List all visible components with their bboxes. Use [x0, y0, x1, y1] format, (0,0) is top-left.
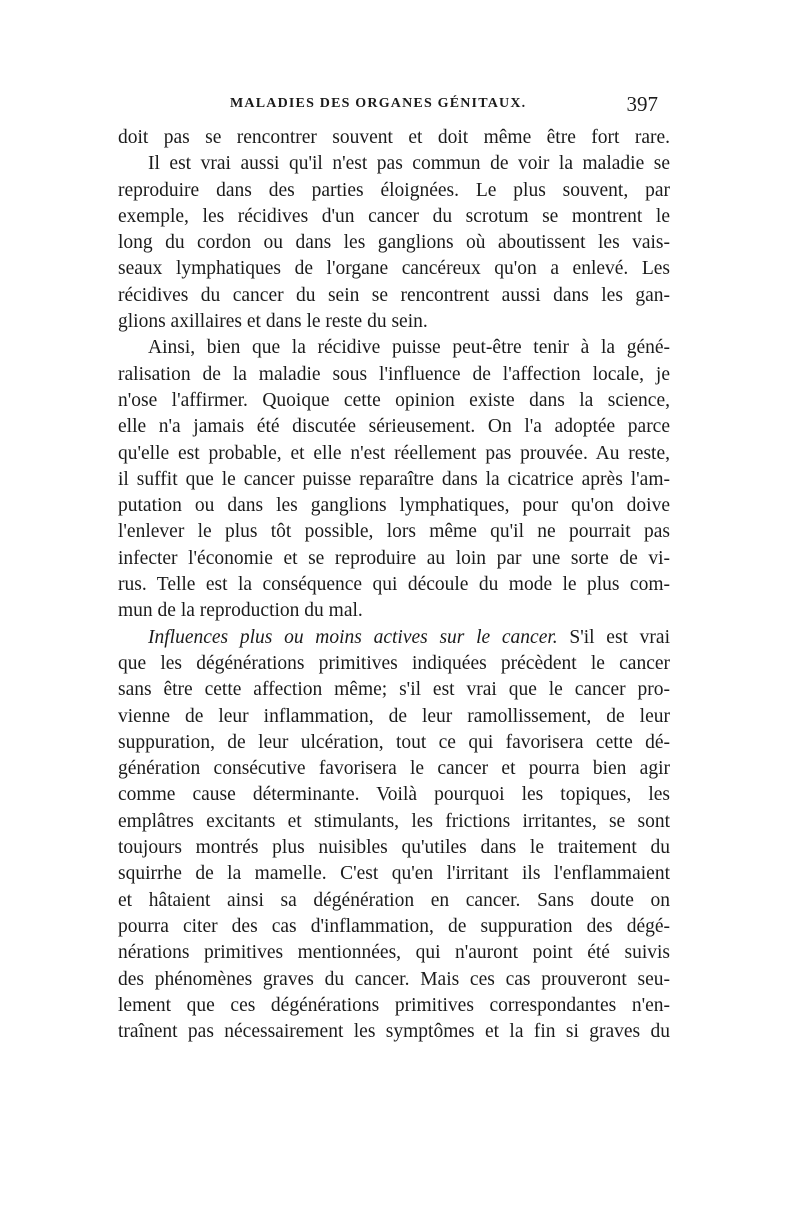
text-line: n'ose l'affirmer. Quoique cette opinion existe dans la science, — [118, 389, 670, 411]
text-line: squirrhe de la mamelle. C'est qu'en l'irritant ils l'enflammaient — [118, 863, 670, 885]
text-line: traînent pas nécessairement les symptômes et la fin si graves du — [118, 1021, 670, 1043]
text-line: reproduire dans des parties éloignées. Le plus souvent, par — [118, 179, 670, 201]
body-text — [118, 125, 670, 1045]
text-line: rus. Telle est la conséquence qui découle du mode le plus com- — [118, 574, 670, 596]
text-line: mun de la reproduction du mal. — [118, 600, 363, 622]
text-line: toujours montrés plus nuisibles qu'utiles dans le traitement du — [118, 837, 670, 859]
text-line: pourra citer des cas d'inflammation, de suppuration des dégé- — [118, 915, 670, 937]
text-line: comme cause déterminante. Voilà pourquoi les topiques, les — [118, 784, 670, 806]
text-line: elle n'a jamais été discutée sérieusement. On l'a adoptée parce — [118, 416, 670, 438]
text-line: il suffit que le cancer puisse reparaître dans la cicatrice après l'am- — [118, 468, 670, 490]
text-line: exemple, les récidives d'un cancer du scrotum se montrent le — [118, 205, 670, 227]
text-line: nérations primitives mentionnées, qui n'auront point été suivis — [118, 942, 670, 964]
text-line: suppuration, de leur ulcération, tout ce qui favorisera cette dé- — [118, 731, 670, 753]
text-line: vienne de leur inflammation, de leur ramollissement, de leur — [118, 705, 670, 727]
text-line: lement que ces dégénérations primitives correspondantes n'en- — [118, 994, 670, 1016]
text-line: seaux lymphatiques de l'organe cancéreux qu'on a enlevé. Les — [118, 258, 670, 280]
text-line: doit pas se rencontrer souvent et doit même être fort rare. — [118, 127, 670, 148]
text-line: Il est vrai aussi qu'il n'est pas commun de voir la maladie se — [148, 153, 670, 175]
text-line: des phénomènes graves du cancer. Mais ces cas prouveront seu- — [118, 968, 670, 990]
text-line: que les dégénérations primitives indiquées précèdent le cancer — [118, 652, 670, 674]
text-line: génération consécutive favorisera le cancer et pourra bien agir — [118, 758, 670, 780]
page-number: 397 — [626, 92, 658, 116]
text-line: emplâtres excitants et stimulants, les frictions irritantes, se sont — [118, 810, 670, 832]
text-fragment: S'il est vrai — [569, 626, 670, 648]
text-line: long du cordon ou dans les ganglions où aboutissent les vais- — [118, 232, 670, 254]
text-line: putation ou dans les ganglions lymphatiques, pour qu'on doive — [118, 495, 670, 517]
section-heading: Influences plus ou moins actives sur le cancer. — [148, 626, 558, 648]
page-header — [118, 92, 658, 118]
text-line: qu'elle est probable, et elle n'est réellement pas prouvée. Au reste, — [118, 442, 670, 464]
text-line: l'enlever le plus tôt possible, lors même qu'il ne pourrait pas — [118, 521, 670, 543]
text-line: ralisation de la maladie sous l'influence de l'affection locale, je — [118, 363, 670, 385]
section-heading-line — [118, 625, 670, 651]
running-head: MALADIES DES ORGANES GÉNITAUX. — [230, 96, 527, 111]
text-line: sans être cette affection même; s'il est vrai que le cancer pro- — [118, 679, 670, 701]
text-line: Ainsi, bien que la récidive puisse peut-être tenir à la géné- — [148, 337, 670, 359]
text-line: glions axillaires et dans le reste du sein. — [118, 311, 428, 333]
text-line: récidives du cancer du sein se rencontrent aussi dans les gan- — [118, 284, 670, 306]
text-line: et hâtaient ainsi sa dégénération en cancer. Sans doute on — [118, 889, 670, 911]
text-line: infecter l'économie et se reproduire au loin par une sorte de vi- — [118, 547, 670, 569]
